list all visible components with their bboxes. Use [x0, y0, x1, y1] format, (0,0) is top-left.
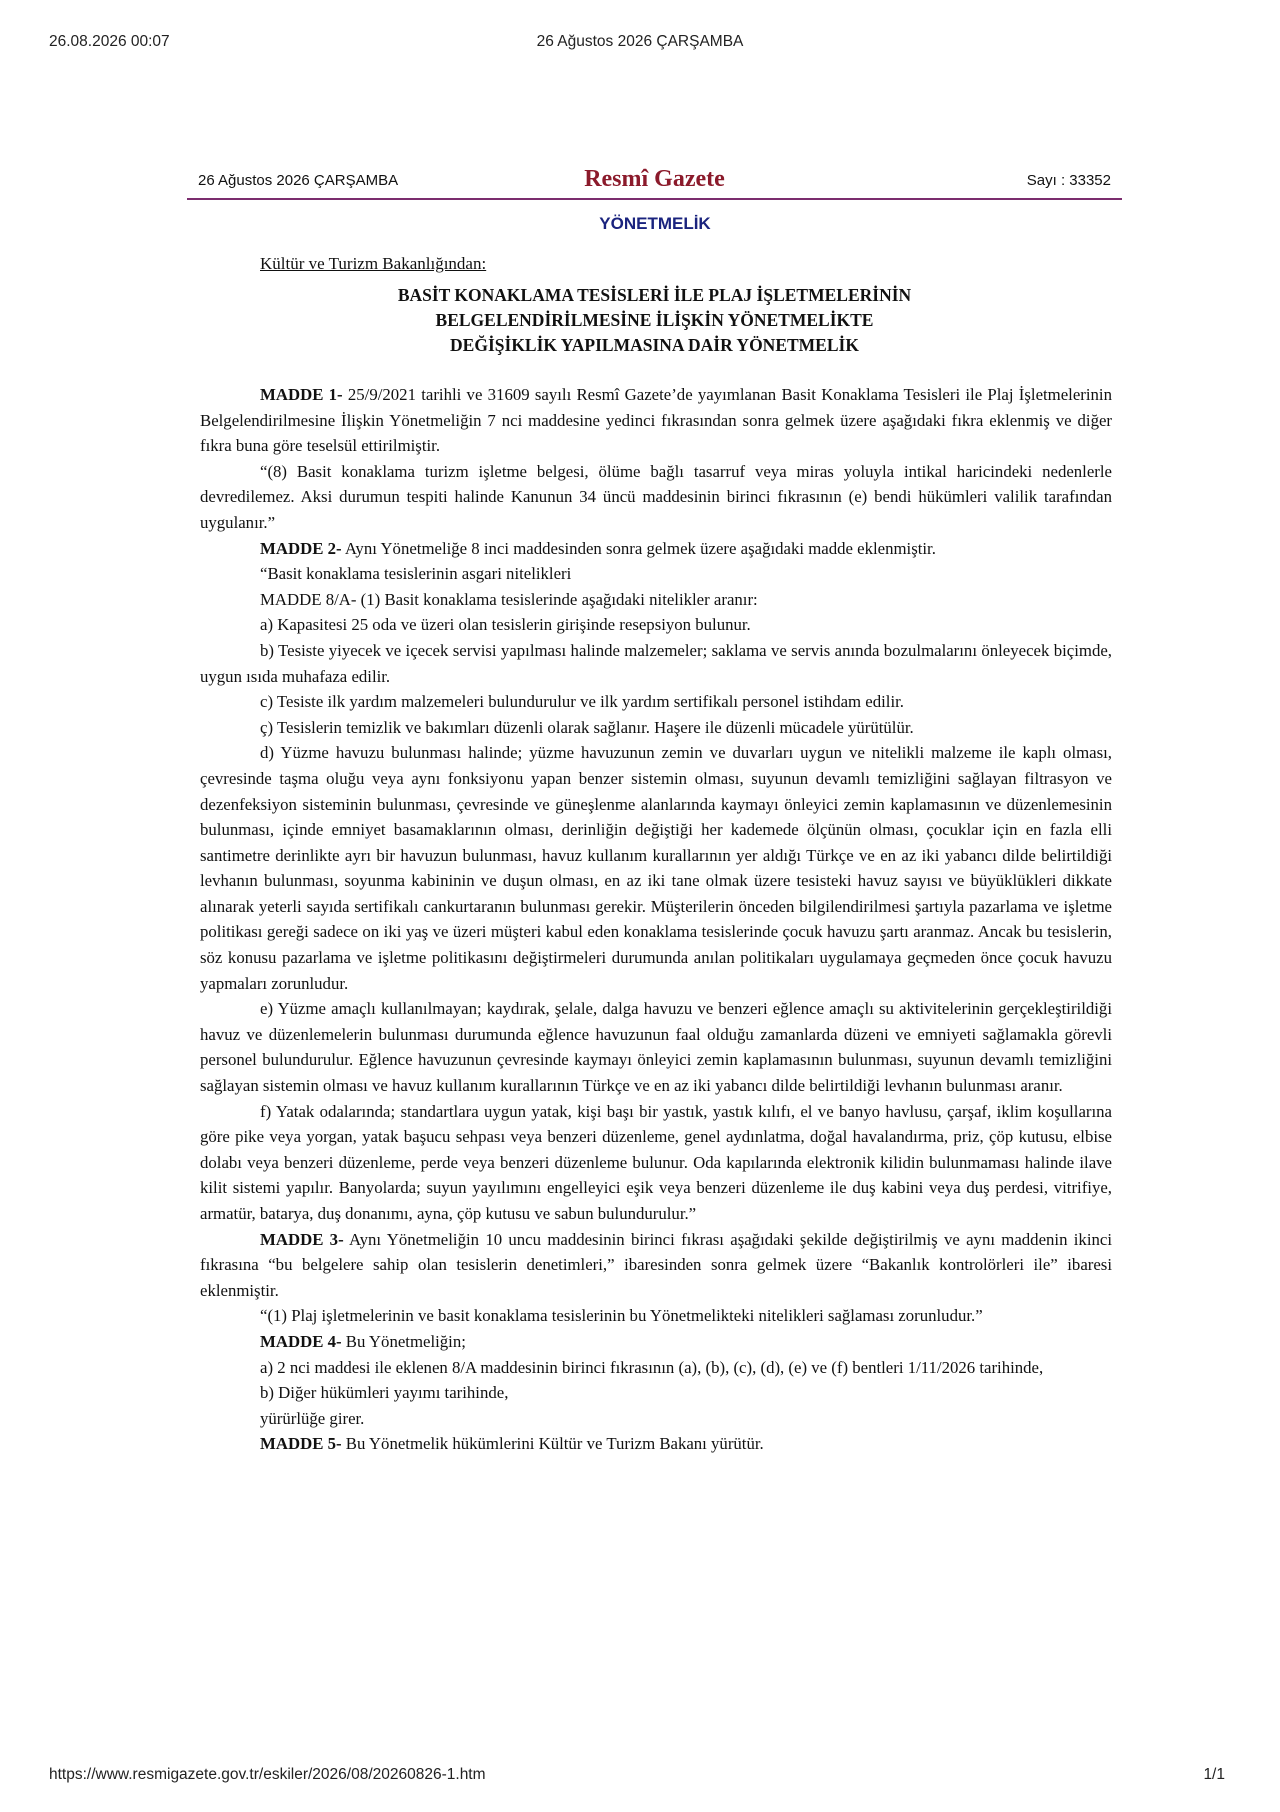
print-title: 26 Ağustos 2026 ÇARŞAMBA [536, 33, 744, 50]
paragraph [200, 612, 1112, 638]
paragraph-text: b) Tesiste yiyecek ve içecek servisi yapılması halinde malzemeler; saklama ve servis anında bozulmalarını önleyecek biçimde, uygun ısıda muhafaza edilir. [200, 640, 1112, 686]
paragraph-text: c) Tesiste ilk yardım malzemeleri bulundurulur ve ilk yardım sertifikalı personel istihdam edilir. [260, 692, 904, 712]
paragraph [200, 689, 1112, 715]
paragraph [200, 1380, 1112, 1406]
article-paragraph [200, 536, 1112, 562]
paragraph-text: b) Diğer hükümleri yayımı tarihinde, [260, 1383, 509, 1403]
article-paragraph [200, 382, 1112, 459]
article-paragraph [200, 1227, 1112, 1304]
ministry-name: Kültür ve Turizm Bakanlığından: [260, 254, 487, 273]
paragraph [200, 1355, 1112, 1381]
paragraph-text: yürürlüğe girer. [260, 1408, 365, 1428]
gazette-date: 26 Ağustos 2026 ÇARŞAMBA [198, 172, 399, 189]
document-body [200, 382, 1112, 1457]
paragraph-text: “(8) Basit konaklama turizm işletme belgesi, ölüme bağlı tasarruf veya miras yoluyla intikal haricindeki nedenlerle devredilemez. Aksi durumun tespiti halinde Kanunun 34 üncü maddesinin birinci fıkrasının (e) bendi hükümleri valilik tarafından uygulanır.” [200, 461, 1112, 532]
paragraph-text: Bu Yönetmelik hükümlerini Kültür ve Turizm Bakanı yürütür. [341, 1434, 764, 1454]
article-paragraph [200, 1431, 1112, 1457]
print-datetime: 26.08.2026 00:07 [49, 33, 170, 50]
paragraph [200, 1303, 1112, 1329]
paragraph [200, 715, 1112, 741]
article-label: MADDE 1- [260, 385, 343, 404]
paragraph [200, 996, 1112, 1098]
article-label: MADDE 5- [260, 1434, 342, 1454]
title-line: BASİT KONAKLAMA TESİSLERİ İLE PLAJ İŞLETMELERİNİN [397, 285, 912, 305]
paragraph-text: “(1) Plaj işletmelerinin ve basit konaklama tesislerinin bu Yönetmelikteki nitelikleri sağlaması zorunludur.” [260, 1306, 983, 1326]
paragraph-text: a) Kapasitesi 25 oda ve üzeri olan tesislerin girişinde resepsiyon bulunur. [260, 615, 751, 635]
paragraph-text: f) Yatak odalarında; standartlara uygun yatak, kişi başı bir yastık, yastık kılıfı, el ve banyo havlusu, çarşaf, iklim koşullarına göre pike veya yorgan, yatak başucu sehpası veya benzeri düzenleme, genel aydınlatma, doğal havalandırma, priz, çöp kutusu, elbise dolabı veya benzeri düzenleme, perde veya benzeri düzenleme bulunur. Oda kapılarında elektronik kilidin bulunmaması halinde ilave kilit sistemi yapılır. Banyolarda; suyun yayılımını engelleyici eşik veya benzeri düzenleme ile duş kabini veya duş perdesi, vitrifiye, armatür, batarya, duş donanımı, ayna, çöp kutusu ve sabun bulundurulur.” [200, 1101, 1112, 1223]
paragraph [200, 1406, 1112, 1432]
gazette-header [187, 162, 1122, 200]
gazette-name: Resmî Gazete [584, 166, 725, 192]
paragraph [200, 740, 1112, 996]
page-url: https://www.resmigazete.gov.tr/eskiler/2026/08/20260826-1.htm [49, 1766, 486, 1783]
paragraph-text: 25/9/2021 tarihli ve 31609 sayılı Resmî Gazete’de yayımlanan Basit Konaklama Tesisleri ile Plaj İşletmelerinin Belgelendirilmesine İlişkin Yönetmeliğin 7 nci maddesine yedinci fıkrasından sonra gelmek üzere aşağıdaki fıkra eklenmiş ve diğer fıkra buna göre teselsül ettirilmiştir. [200, 385, 1112, 456]
page-number: 1/1 [1203, 1766, 1225, 1783]
article-label: MADDE 4- [260, 1331, 342, 1351]
title-line: BELGELENDİRİLMESİNE İLİŞKİN YÖNETMELİKTE [435, 310, 874, 330]
paragraph-text: e) Yüzme amaçlı kullanılmayan; kaydırak, şelale, dalga havuzu ve benzeri eğlence amaçlı su aktivitelerinin gerçekleştirildiği havuz ve düzenlemelerin bulunması durumunda eğlence havuzunun faal olduğu zamanlarda düzeni ve emniyeti sağlamakla görevli personel bulundurulur. Eğlence havuzunun çevresinde kaymayı önleyici zemin kaplamasının bulunması, suyunun devamlı temizliğini sağlayan sistemin olması ve havuz kullanım kurallarının Türkçe ve en az iki yabancı dilde belirtildiği levhanın bulunması aranır. [200, 999, 1112, 1096]
title-line: DEĞİŞİKLİK YAPILMASINA DAİR YÖNETMELİK [450, 335, 859, 355]
article-paragraph [200, 1329, 1112, 1355]
document-title [187, 283, 1122, 358]
article-label: MADDE 3- [260, 1229, 344, 1249]
paragraph-text: a) 2 nci maddesi ile eklenen 8/A maddesinin birinci fıkrasının (a), (b), (c), (d), (e) ve (f) bentleri 1/11/2026 tarihinde, [260, 1357, 1044, 1377]
paragraph-text: Aynı Yönetmeliğe 8 inci maddesinden sonra gelmek üzere aşağıdaki madde eklenmiştir. [341, 538, 936, 558]
gazette-issue: Sayı : 33352 [1026, 172, 1111, 189]
article-label: MADDE 2- [260, 538, 342, 558]
paragraph [200, 1099, 1112, 1227]
paragraph [200, 561, 1112, 587]
paragraph-text: d) Yüzme havuzu bulunması halinde; yüzme havuzunun zemin ve duvarları uygun ve nitelikli malzeme ile kaplı olması, çevresinde taşma oluğu veya aynı fonksiyonu yapan benzer sistemin olması, suyunun devamlı temizliğini sağlayan filtrasyon ve dezenfeksiyon sisteminin bulunması, çevresinde ve güneşlenme alanlarında kaymayı önleyici zemin kaplamasının ve düzenlemesinin bulunması, içinde emniyet basamaklarının olması, derinliğin değiştiği her kademede ölçünün olması, çocuklar için en fazla elli santimetre derinlikte ayrı bir havuzun bulunması, havuz kullanım kurallarının yer aldığı Türkçe ve en az iki yabancı dilde belirtildiği levhanın bulunması, soyunma kabininin ve duşun olması, en az iki tane olmak üzere tesisteki havuz sayısı ve büyüklükleri dikkate alınarak yeterli sayıda sertifikalı cankurtaranın bulunması gerekir. Müşterilerin önceden bilgilendirilmesi şartıyla pazarlama ve işletme politikası gereği sadece on iki yaş ve üzeri müşteri kabul eden konaklama tesislerinde çocuk havuzu şartı aranmaz. Ancak bu tesislerin, söz konusu pazarlama ve işletme politikasını değiştirmeleri durumunda anılan politikaları uygulamaya geçmeden önce çocuk havuzu yapmaları zorunludur. [200, 743, 1112, 993]
paragraph-text: Aynı Yönetmeliğin 10 uncu maddesinin birinci fıkrası aşağıdaki şekilde değiştirilmiş ve aynı maddenin ikinci fıkrasına “bu belgelere sahip olan tesislerin denetimleri,” ibaresinden sonra gelmek üzere “Bakanlık kontrolörleri ile” ibaresi eklenmiştir. [200, 1229, 1112, 1300]
paragraph [200, 638, 1112, 689]
section-heading: YÖNETMELİK [599, 214, 711, 233]
paragraph-text: ç) Tesislerin temizlik ve bakımları düzenli olarak sağlanır. Haşere ile düzenli mücadele yürütülür. [260, 717, 914, 737]
paragraph-text: Bu Yönetmeliğin; [341, 1331, 466, 1351]
paragraph [200, 587, 1112, 613]
paragraph-text: “Basit konaklama tesislerinin asgari nitelikleri [260, 564, 572, 584]
paragraph-text: MADDE 8/A- (1) Basit konaklama tesislerinde aşağıdaki nitelikler aranır: [260, 589, 758, 609]
paragraph [200, 459, 1112, 536]
